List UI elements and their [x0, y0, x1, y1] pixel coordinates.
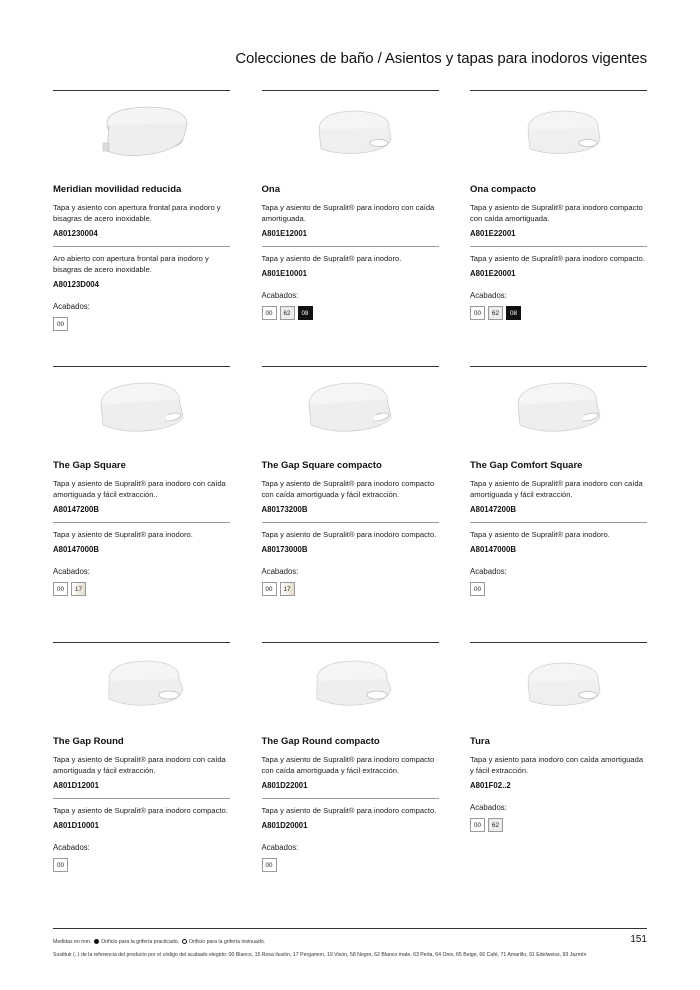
product-variant [53, 478, 230, 514]
variant-code: A80147000B [470, 545, 516, 554]
finish-swatch: 00 [53, 582, 68, 596]
finish-swatch: 00 [470, 306, 485, 320]
finish-swatches [470, 582, 647, 596]
variant-description: Tapa y asiento de Supralit® para inodoro compacto con caída amortiguada. [470, 203, 643, 223]
variant-code: A80147200B [53, 505, 99, 514]
finish-swatch: 00 [262, 858, 277, 872]
variant-description: Tapa y asiento de Supralit® para inodoro compacto. [261, 530, 437, 539]
toilet-seat-round-icon [295, 653, 405, 725]
product-variant [53, 522, 230, 554]
finish-swatch: 00 [53, 317, 68, 331]
variant-code: A80173200B [261, 505, 308, 514]
variant-description: Tapa y asiento de Supralit® para inodoro. [53, 530, 193, 539]
product-variant [470, 202, 647, 238]
variant-code: A801E10001 [261, 269, 308, 278]
finish-swatches [262, 582, 439, 596]
product-variant [262, 522, 439, 554]
variant-description: Tapa y asiento de Supralit® para inodoro compacto. [261, 806, 437, 815]
toilet-seat-square-icon [295, 377, 405, 449]
product-name: The Gap Square compacto [261, 460, 382, 471]
product-name: The Gap Comfort Square [470, 460, 583, 471]
product-variant [262, 754, 439, 790]
finish-swatch: 17 [280, 582, 295, 596]
product-name: Meridian movilidad reducida [53, 184, 182, 195]
page-title: Colecciones de baño / Asientos y tapas para inodoros vigentes [235, 50, 647, 67]
finish-swatch: 00 [470, 818, 485, 832]
finish-swatch: 00 [262, 306, 277, 320]
product-image [470, 367, 647, 459]
variant-code: A80173000B [261, 545, 308, 554]
variant-code: A801F02..2 [470, 781, 511, 790]
finish-swatch: 08 [506, 306, 521, 320]
product-variant [53, 798, 230, 830]
variant-code: A801D20001 [261, 821, 308, 830]
toilet-seat-open-front-icon [87, 101, 197, 173]
variant-description: Tapa y asiento de Supralit® para inodoro compacto con caída amortiguada y fácil extracción. [261, 479, 435, 499]
variant-code: A80147000B [53, 545, 99, 554]
variant-description: Tapa y asiento de Supralit® para inodoro compacto con caída amortiguada y fácil extracción. [261, 755, 435, 775]
variant-description: Tapa y asiento de Supralit® para inodoro con caída amortiguada y fácil extracción.. [53, 479, 226, 499]
finish-swatch: 17 [71, 582, 86, 596]
product-card [262, 366, 439, 642]
product-variant [470, 522, 647, 554]
finish-label: Acabados: [53, 302, 90, 311]
finish-swatch: 62 [488, 818, 503, 832]
product-card [53, 366, 230, 642]
product-image [262, 367, 439, 459]
product-name: The Gap Round compacto [261, 736, 380, 747]
finish-swatches [470, 306, 647, 320]
variant-code: A80147200B [470, 505, 516, 514]
product-variant [53, 754, 230, 790]
variant-description: Tapa y asiento de Supralit® para inodoro compacto. [470, 254, 645, 263]
product-variant [470, 478, 647, 514]
variant-description: Tapa y asiento de Supralit® para inodoro con caída amortiguada. [261, 203, 435, 223]
finish-swatch: 00 [262, 582, 277, 596]
finish-swatch: 62 [280, 306, 295, 320]
finish-swatches [53, 858, 230, 872]
variant-description: Tapa y asiento de Supralit® para inodoro con caída amortiguada y fácil extracción. [470, 479, 643, 499]
footer-divider [53, 928, 647, 929]
variant-description: Aro abierto con apertura frontal para inodoro y bisagras de acero inoxidable. [53, 254, 209, 274]
toilet-seat-icon [295, 101, 405, 173]
variant-description: Tapa y asiento de Supralit® para inodoro. [470, 530, 610, 539]
product-variant [470, 754, 647, 790]
variant-description: Tapa y asiento de Supralit® para inodoro compacto. [53, 806, 228, 815]
measures-note: Medidas en mm. [53, 939, 92, 945]
product-name: The Gap Round [53, 736, 124, 747]
finish-swatches [470, 818, 647, 832]
product-name: Ona compacto [470, 184, 536, 195]
product-image [53, 643, 230, 735]
variant-description: Tapa y asiento de Supralit® para inodoro con caída amortiguada y fácil extracción. [53, 755, 226, 775]
finish-label: Acabados: [470, 803, 507, 812]
product-image [53, 91, 230, 183]
substitute-note: Sustituir (..) de la referencia del producto por el código del acabado elegido: 00 Blanco, 15 Rosa ilusión, 17 Pergamon, 19 Visón, 58 Negro, 62 Blanco mate, 63 Perla, 64 Onix, 65 Beige, 66 Café, 71 Amarillo, 91 Edelweiss, 93 Jazmín [53, 951, 587, 958]
finish-label: Acabados: [261, 291, 299, 300]
product-card [470, 642, 647, 918]
product-image [262, 91, 439, 183]
product-name: Tura [470, 736, 490, 747]
variant-description: Tapa y asiento de Supralit® para inodoro. [261, 254, 402, 263]
variant-code: A801D10001 [53, 821, 99, 830]
hollow-dot-icon [182, 939, 187, 944]
toilet-seat-square-icon [504, 377, 614, 449]
toilet-seat-icon [504, 653, 614, 725]
variant-code: A801E22001 [470, 229, 516, 238]
finish-swatches [262, 306, 439, 320]
product-image [470, 91, 647, 183]
variant-description: Tapa y asiento para inodoro con caída amortiguada y fácil extracción. [470, 755, 644, 775]
product-card [262, 642, 439, 918]
finish-label: Acabados: [53, 567, 90, 576]
product-card [470, 366, 647, 642]
finish-label: Acabados: [470, 291, 507, 300]
practiced-note: Orificio para la grifería practicado. [101, 939, 180, 945]
product-image [53, 367, 230, 459]
toilet-seat-icon [504, 101, 614, 173]
finish-swatch: 00 [470, 582, 485, 596]
page-number: 151 [630, 934, 647, 945]
product-name: Ona [261, 184, 280, 195]
finish-swatch: 62 [488, 306, 503, 320]
toilet-seat-square-icon [87, 377, 197, 449]
product-card [470, 90, 647, 366]
product-variant [470, 246, 647, 278]
product-variant [262, 246, 439, 278]
variant-code: A801E20001 [470, 269, 516, 278]
finish-swatch: 08 [298, 306, 313, 320]
product-image [262, 643, 439, 735]
finish-label: Acabados: [470, 567, 507, 576]
variant-code: A801D22001 [261, 781, 308, 790]
product-name: The Gap Square [53, 460, 126, 471]
finish-swatches [53, 317, 230, 331]
product-image [470, 643, 647, 735]
finish-swatches [262, 858, 439, 872]
finish-label: Acabados: [53, 843, 90, 852]
toilet-seat-round-icon [87, 653, 197, 725]
finish-label: Acabados: [261, 567, 299, 576]
product-variant [53, 202, 230, 238]
variant-description: Tapa y asiento con apertura frontal para inodoro y bisagras de acero inoxidable. [53, 203, 221, 223]
variant-code: A801230004 [53, 229, 98, 238]
filled-dot-icon [94, 939, 99, 944]
finish-swatch: 00 [53, 858, 68, 872]
product-variant [53, 246, 230, 289]
product-card [53, 642, 230, 918]
variant-code: A801D12001 [53, 781, 99, 790]
finish-swatches [53, 582, 230, 596]
variant-code: A801E12001 [261, 229, 308, 238]
footer-notes [53, 936, 613, 961]
product-grid [53, 90, 647, 918]
product-card [53, 90, 230, 366]
product-variant [262, 798, 439, 830]
finish-label: Acabados: [261, 843, 299, 852]
product-card [262, 90, 439, 366]
product-variant [262, 478, 439, 514]
product-variant [262, 202, 439, 238]
variant-code: A80123D004 [53, 280, 99, 289]
hinted-note: Orificio para la grifería insinuado. [189, 939, 266, 945]
